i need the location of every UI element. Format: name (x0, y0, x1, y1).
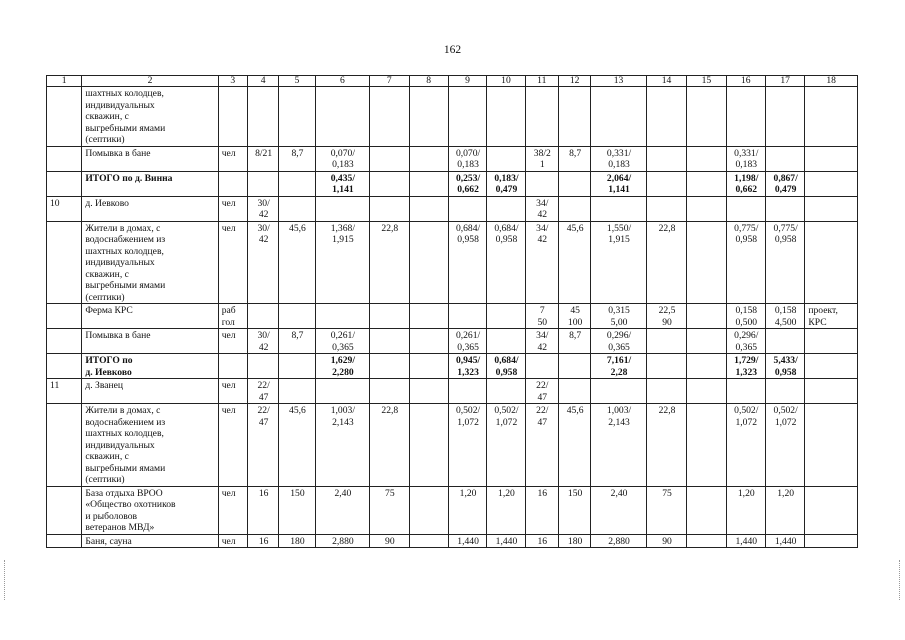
column-number: 14 (646, 76, 686, 87)
table-cell: 45,6 (558, 221, 590, 304)
table-cell (805, 171, 858, 196)
table-cell: 0,331/ 0,183 (591, 146, 647, 171)
table-cell: 8,7 (558, 329, 590, 354)
table-cell (646, 379, 686, 404)
table-cell (525, 171, 558, 196)
table-cell: 1,003/ 2,143 (591, 404, 647, 487)
table-cell: 22,8 (646, 221, 686, 304)
column-number: 9 (448, 76, 486, 87)
table-cell: 7,161/ 2,28 (591, 354, 647, 379)
table-row (47, 146, 858, 171)
table-cell: 8/21 (247, 146, 278, 171)
table-cell (448, 304, 486, 329)
table-cell: 0,261/ 0,365 (315, 329, 370, 354)
table-cell: 0,867/ 0,479 (765, 171, 804, 196)
table-cell: 34/ 42 (525, 221, 558, 304)
table-cell: 2,880 (315, 534, 370, 548)
row-label-cell: шахтных колодцев, индивидуальных скважин, с выгребными ямами (септики) (82, 87, 218, 147)
table-cell (687, 304, 726, 329)
total-row (47, 171, 858, 196)
table-cell: 22/ 47 (525, 379, 558, 404)
table-cell: 2,064/ 1,141 (591, 171, 647, 196)
table-cell (370, 329, 409, 354)
column-number: 17 (765, 76, 804, 87)
table-cell (687, 379, 726, 404)
column-number: 18 (805, 76, 858, 87)
table-cell: 2,40 (591, 486, 647, 534)
table-cell: 0,775/ 0,958 (765, 221, 804, 304)
table-cell (646, 87, 686, 147)
column-number: 4 (247, 76, 278, 87)
table-cell: 2,880 (591, 534, 647, 548)
table-cell (591, 87, 647, 147)
table-cell (487, 87, 525, 147)
table-row (47, 304, 858, 329)
column-number: 13 (591, 76, 647, 87)
table-cell: 0,296/ 0,365 (591, 329, 647, 354)
table-cell (765, 379, 804, 404)
table-cell: 34/ 42 (525, 329, 558, 354)
table-cell: 30/ 42 (247, 196, 278, 221)
table-cell (370, 146, 409, 171)
table-cell (247, 304, 278, 329)
row-label-cell: Ферма КРС (82, 304, 218, 329)
table-cell (558, 171, 590, 196)
table-cell (765, 87, 804, 147)
table-cell (805, 354, 858, 379)
table-cell (805, 146, 858, 171)
table-cell: 0,775/ 0,958 (726, 221, 765, 304)
table-cell (47, 329, 82, 354)
row-label-cell: д. Иевково (82, 196, 218, 221)
table-row (47, 534, 858, 548)
table-row (47, 196, 858, 221)
row-label-cell: ИТОГО по д. Иевково (82, 354, 218, 379)
table-cell (805, 196, 858, 221)
table-cell (487, 329, 525, 354)
table-cell: 30/ 42 (247, 221, 278, 304)
table-cell (47, 534, 82, 548)
table-cell: 16 (525, 534, 558, 548)
table-cell (687, 221, 726, 304)
table-cell: 0,435/ 1,141 (315, 171, 370, 196)
table-cell (805, 404, 858, 487)
table-cell: 22,5 90 (646, 304, 686, 329)
table-cell: 1,729/ 1,323 (726, 354, 765, 379)
table-cell (409, 404, 448, 487)
table-cell: 75 (370, 486, 409, 534)
table-cell (646, 146, 686, 171)
column-number: 3 (218, 76, 247, 87)
table-cell: 1,20 (726, 486, 765, 534)
column-number: 12 (558, 76, 590, 87)
table-cell: 0,158 0,500 (726, 304, 765, 329)
table-cell: 0,684/ 0,958 (487, 354, 525, 379)
table-cell: 1,440 (726, 534, 765, 548)
scan-edge-right (899, 560, 901, 600)
table-cell: 0,502/ 1,072 (726, 404, 765, 487)
table-cell: 1,550/ 1,915 (591, 221, 647, 304)
table-cell (279, 379, 315, 404)
table-cell (47, 146, 82, 171)
table-cell (247, 87, 278, 147)
row-label-cell: Помывка в бане (82, 146, 218, 171)
table-cell (805, 87, 858, 147)
table-cell: 150 (279, 486, 315, 534)
row-label-cell: База отдыха ВРОО «Общество охотников и рыболовов ветеранов МВД» (82, 486, 218, 534)
table-cell (687, 404, 726, 487)
table-cell (370, 304, 409, 329)
row-label-cell: Жители в домах, с водоснабжением из шахтных колодцев, индивидуальных скважин, с выгребными ямами (септики) (82, 404, 218, 487)
table-cell (279, 87, 315, 147)
column-number: 11 (525, 76, 558, 87)
table-cell (448, 379, 486, 404)
table-cell: 1,20 (448, 486, 486, 534)
table-cell (687, 354, 726, 379)
table-cell (687, 87, 726, 147)
table-cell: чел (218, 486, 247, 534)
table-cell (47, 404, 82, 487)
table-cell: 1,440 (487, 534, 525, 548)
table-cell (409, 534, 448, 548)
column-number: 10 (487, 76, 525, 87)
table-cell (765, 146, 804, 171)
table-cell (370, 171, 409, 196)
table-row (47, 221, 858, 304)
table-cell (591, 196, 647, 221)
table-cell (279, 354, 315, 379)
table-cell: 0,502/ 1,072 (765, 404, 804, 487)
table-cell (218, 171, 247, 196)
table-cell (47, 486, 82, 534)
table-cell: 10 (47, 196, 82, 221)
table-cell (370, 354, 409, 379)
column-number: 8 (409, 76, 448, 87)
table-cell (558, 196, 590, 221)
table-cell: 1,20 (765, 486, 804, 534)
table-cell: проект, КРС (805, 304, 858, 329)
row-label-cell: д. Званец (82, 379, 218, 404)
table-cell (646, 171, 686, 196)
table-cell: чел (218, 534, 247, 548)
table-cell: 0,070/ 0,183 (448, 146, 486, 171)
row-label-cell: Жители в домах, с водоснабжением из шахтных колодцев, индивидуальных скважин, с выгребными ямами (септики) (82, 221, 218, 304)
table-cell (409, 329, 448, 354)
table-cell (726, 196, 765, 221)
table-cell: раб гол (218, 304, 247, 329)
table-cell: 1,20 (487, 486, 525, 534)
table-cell: чел (218, 196, 247, 221)
table-cell (525, 87, 558, 147)
table-cell (315, 304, 370, 329)
table-cell: 0,331/ 0,183 (726, 146, 765, 171)
table-cell (687, 534, 726, 548)
table-cell (765, 196, 804, 221)
table-row (47, 486, 858, 534)
table-cell: 1,440 (765, 534, 804, 548)
table-cell (47, 354, 82, 379)
table-cell (247, 171, 278, 196)
table-cell: 45,6 (279, 404, 315, 487)
table-cell (765, 329, 804, 354)
page-number: 162 (443, 44, 462, 56)
table-cell: 150 (558, 486, 590, 534)
table-cell: 1,629/ 2,280 (315, 354, 370, 379)
table-cell: 8,7 (558, 146, 590, 171)
table-cell (646, 196, 686, 221)
column-number: 1 (47, 76, 82, 87)
table-cell: 1,368/ 1,915 (315, 221, 370, 304)
table-cell (726, 379, 765, 404)
table-cell: 22/ 47 (525, 404, 558, 487)
table-cell: 180 (279, 534, 315, 548)
row-label-cell: Баня, сауна (82, 534, 218, 548)
table-cell: 16 (525, 486, 558, 534)
table-cell (370, 87, 409, 147)
table-cell: 0,502/ 1,072 (448, 404, 486, 487)
table-cell: чел (218, 221, 247, 304)
table-cell: 0,261/ 0,365 (448, 329, 486, 354)
table-cell (409, 486, 448, 534)
table-cell: 0,158 4,500 (765, 304, 804, 329)
table-cell (47, 221, 82, 304)
table-cell (558, 87, 590, 147)
table-cell (487, 146, 525, 171)
table-cell (247, 354, 278, 379)
row-label-cell: ИТОГО по д. Винна (82, 171, 218, 196)
table-cell: 5,433/ 0,958 (765, 354, 804, 379)
table-cell: 1,198/ 0,662 (726, 171, 765, 196)
table-cell (487, 379, 525, 404)
table-cell: 0,684/ 0,958 (448, 221, 486, 304)
table-cell (409, 146, 448, 171)
table-cell (370, 379, 409, 404)
table-cell (591, 379, 647, 404)
table-cell: 22,8 (370, 404, 409, 487)
table-cell: 90 (370, 534, 409, 548)
table-cell: 7 50 (525, 304, 558, 329)
table-cell (370, 196, 409, 221)
table-cell: 0,183/ 0,479 (487, 171, 525, 196)
table-cell: 11 (47, 379, 82, 404)
table-cell: 8,7 (279, 329, 315, 354)
table-cell (448, 196, 486, 221)
column-number: 15 (687, 76, 726, 87)
table-cell: 2,40 (315, 486, 370, 534)
table-cell (487, 196, 525, 221)
table-cell (409, 354, 448, 379)
table-cell (646, 329, 686, 354)
table-cell: 0,253/ 0,662 (448, 171, 486, 196)
table-cell (525, 354, 558, 379)
column-number: 2 (82, 76, 218, 87)
total-row (47, 354, 858, 379)
scan-edge-left (4, 560, 6, 600)
table-cell: 0,070/ 0,183 (315, 146, 370, 171)
table-cell (315, 379, 370, 404)
table-row (47, 379, 858, 404)
table-cell (409, 221, 448, 304)
table-cell: чел (218, 379, 247, 404)
table-cell: 34/ 42 (525, 196, 558, 221)
table-row (47, 404, 858, 487)
table-cell: 22,8 (370, 221, 409, 304)
table-cell (805, 379, 858, 404)
table-cell: 45,6 (279, 221, 315, 304)
table-cell: 22/ 47 (247, 404, 278, 487)
table-cell (805, 486, 858, 534)
table-cell (218, 354, 247, 379)
table-cell (687, 486, 726, 534)
table-cell (558, 354, 590, 379)
table-row (47, 329, 858, 354)
table-cell: 180 (558, 534, 590, 548)
table-cell (279, 196, 315, 221)
table-cell: 16 (247, 486, 278, 534)
table-cell: чел (218, 329, 247, 354)
table-cell (47, 87, 82, 147)
table-cell: 30/ 42 (247, 329, 278, 354)
table-cell (646, 354, 686, 379)
table-cell: 0,945/ 1,323 (448, 354, 486, 379)
table-cell (805, 221, 858, 304)
table-cell (487, 304, 525, 329)
table-cell (315, 87, 370, 147)
header-row (47, 76, 858, 87)
column-number: 7 (370, 76, 409, 87)
table-cell (47, 171, 82, 196)
table-cell (279, 304, 315, 329)
table-cell: 22/ 47 (247, 379, 278, 404)
table-cell: 1,440 (448, 534, 486, 548)
table-cell: чел (218, 146, 247, 171)
data-table (46, 75, 858, 548)
table-cell: 38/2 1 (525, 146, 558, 171)
table-cell: 22,8 (646, 404, 686, 487)
table-cell (409, 87, 448, 147)
column-number: 6 (315, 76, 370, 87)
table-cell (315, 196, 370, 221)
table-cell: 75 (646, 486, 686, 534)
table-cell: чел (218, 404, 247, 487)
table-cell (218, 87, 247, 147)
row-label-cell: Помывка в бане (82, 329, 218, 354)
column-number: 5 (279, 76, 315, 87)
table-cell (687, 171, 726, 196)
table-cell (47, 304, 82, 329)
table-cell: 0,684/ 0,958 (487, 221, 525, 304)
table-cell (279, 171, 315, 196)
table-cell (409, 304, 448, 329)
table-cell (687, 329, 726, 354)
table-cell (409, 379, 448, 404)
table-row (47, 87, 858, 147)
table-cell (558, 379, 590, 404)
table-cell: 16 (247, 534, 278, 548)
column-number: 16 (726, 76, 765, 87)
table-cell: 1,003/ 2,143 (315, 404, 370, 487)
table-cell: 0,502/ 1,072 (487, 404, 525, 487)
table-cell (687, 196, 726, 221)
table-cell (805, 534, 858, 548)
table-cell (448, 87, 486, 147)
table-cell (409, 171, 448, 196)
table-cell (409, 196, 448, 221)
table-cell: 0,315 5,00 (591, 304, 647, 329)
table-cell: 90 (646, 534, 686, 548)
table-cell (687, 146, 726, 171)
table-cell: 45,6 (558, 404, 590, 487)
table-cell (726, 87, 765, 147)
table-cell (805, 329, 858, 354)
table-cell: 8,7 (279, 146, 315, 171)
table-cell: 45 100 (558, 304, 590, 329)
table-cell: 0,296/ 0,365 (726, 329, 765, 354)
